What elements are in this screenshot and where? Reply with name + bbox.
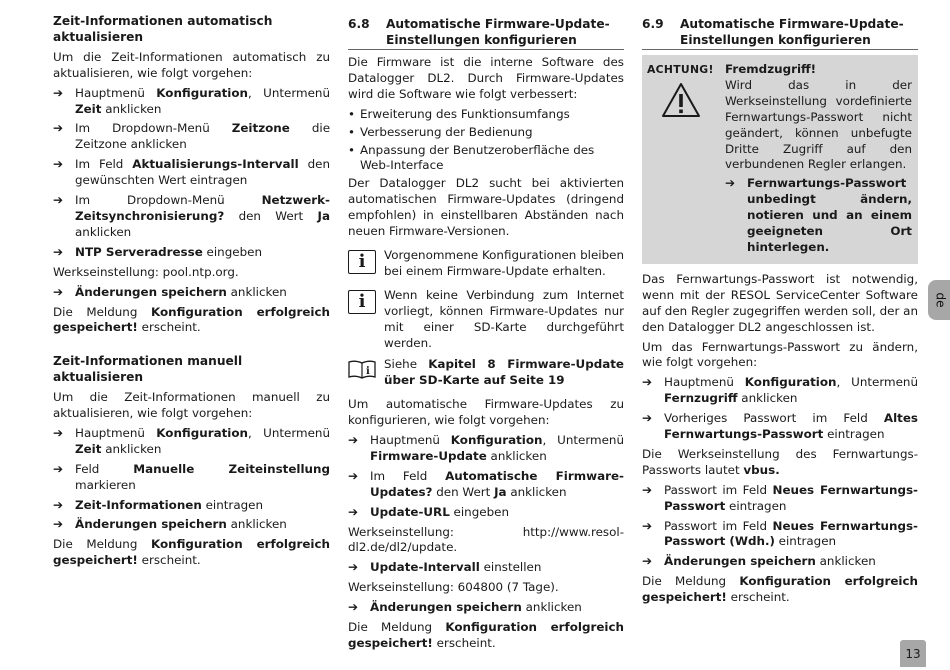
default-value: Die Werkseinstellung des Fernwartungs-Passworts lautet vbus. — [642, 446, 918, 477]
step: ➔ Hauptmenü Konfiguration, Untermenü Fernzugriff anklicken — [642, 375, 918, 406]
arrow-icon: ➔ — [53, 497, 64, 512]
arrow-icon: ➔ — [642, 554, 653, 569]
arrow-icon: ➔ — [53, 517, 64, 532]
default-value: Werkseinstellung: pool.ntp.org. — [53, 264, 239, 279]
confirmation-message: Die Meldung Konfiguration erfolgreich gespeichert! erscheint. — [53, 537, 330, 568]
step: ➔ Im Feld Automatische Firmware-Updates? den Wert Ja anklicken — [348, 468, 624, 499]
default-value: Werkseinstellung: 604800 (7 Tage). — [348, 580, 559, 595]
paragraph: Um das Fernwartungs-Passwort zu ändern, wie folgt vorgehen: — [642, 339, 918, 370]
confirmation-message: Die Meldung Konfiguration erfolgreich gespeichert! erscheint. — [53, 304, 330, 335]
step: ➔ Vorheriges Passwort im Feld Altes Fernwartungs-Passwort eintragen — [642, 411, 918, 442]
step: ➔ Im Feld Aktualisierungs-Intervall den gewünschten Wert eintragen — [53, 157, 330, 188]
column-left — [53, 14, 330, 573]
step: ➔ Änderungen speichern anklicken — [642, 554, 876, 569]
arrow-icon: ➔ — [348, 468, 359, 483]
arrow-icon: ➔ — [348, 560, 359, 575]
svg-text:i: i — [366, 366, 370, 378]
arrow-icon: ➔ — [725, 176, 736, 191]
paragraph: Um automatische Firmware-Updates zu konfigurieren, wie folgt vorgehen: — [348, 397, 624, 428]
arrow-icon: ➔ — [53, 425, 64, 440]
section-title: 6.8 Automatische Firmware-Update-Einstellungen konfigurieren — [348, 14, 624, 50]
step: ➔ Fernwartungs-Passwort unbedingt ändern, notieren und an einem geeigneten Ort hinterlegen. — [725, 176, 912, 254]
arrow-icon: ➔ — [348, 600, 359, 615]
column-middle — [348, 14, 624, 656]
arrow-icon: ➔ — [348, 504, 359, 519]
warning-text: Wird das in der Werkseinstellung vordefinierte Fernwartungs-Passwort nicht geändert, können unbefugte Dritte Zugriff auf den verbundenen Regler erlangen. — [725, 77, 912, 172]
paragraph: Um die Zeit-Informationen automatisch zu aktualisieren, wie folgt vorgehen: — [53, 49, 330, 80]
step: ➔ Passwort im Feld Neues Fernwartungs-Passwort (Wdh.) eintragen — [642, 518, 918, 549]
paragraph: Der Datalogger DL2 sucht bei aktivierten automatischen Firmware-Updates (dringend empfohlen) in einstellbaren Abständen nach neuen Firmware-Versionen. — [348, 176, 624, 239]
step: ➔ Update-Intervall einstellen — [348, 560, 542, 575]
step: ➔ Im Dropdown-Menü Netzwerk-Zeitsynchronisierung? den Wert Ja anklicken — [53, 193, 330, 239]
paragraph: Um die Zeit-Informationen manuell zu aktualisieren, wie folgt vorgehen: — [53, 390, 330, 421]
info-icon: i — [348, 290, 376, 314]
section-title: 6.9 Automatische Firmware-Update-Einstellungen konfigurieren — [642, 14, 918, 50]
step: ➔ Update-URL eingeben — [348, 504, 509, 519]
list-item: • Erweiterung des Funktionsumfangs — [348, 107, 624, 123]
step: ➔ Feld Manuelle Zeiteinstellung markieren — [53, 461, 330, 492]
confirmation-message: Die Meldung Konfiguration erfolgreich gespeichert! erscheint. — [348, 620, 624, 650]
book-icon — [348, 359, 376, 379]
arrow-icon: ➔ — [53, 244, 64, 259]
step: ➔ Zeit-Informationen eintragen — [53, 497, 263, 512]
list-item: • Verbesserung der Bedienung — [348, 125, 624, 141]
step: ➔ Im Dropdown-Menü Zeitzone die Zeitzone anklicken — [53, 121, 331, 152]
arrow-icon: ➔ — [642, 518, 653, 533]
language-tab: de — [928, 280, 950, 320]
step: ➔ Passwort im Feld Neues Fernwartungs-Passwort eintragen — [642, 482, 918, 513]
arrow-icon: ➔ — [642, 375, 653, 390]
step: ➔ Änderungen speichern anklicken — [53, 517, 287, 532]
section-heading: Zeit-Informationen automatisch aktualisieren — [53, 14, 273, 44]
step: ➔ Änderungen speichern anklicken — [348, 600, 582, 615]
confirmation-message: Die Meldung Konfiguration erfolgreich gespeichert! erscheint. — [642, 574, 918, 605]
section-heading: Zeit-Informationen manuell aktualisieren — [53, 354, 243, 385]
arrow-icon: ➔ — [53, 193, 64, 208]
reference-note: i Siehe Kapitel 8 Firmware-Update über SD-Karte auf Seite 19 — [348, 357, 624, 389]
warning-label: ACHTUNG! — [647, 63, 714, 76]
warning-triangle-icon — [661, 82, 701, 118]
arrow-icon: ➔ — [53, 461, 64, 476]
warning-box — [642, 55, 918, 264]
step: ➔ Änderungen speichern anklicken — [53, 284, 287, 299]
step: ➔ Hauptmenü Konfiguration, Untermenü Zeit anklicken — [53, 85, 330, 116]
arrow-icon: ➔ — [53, 157, 64, 172]
column-right — [642, 14, 918, 610]
arrow-icon: ➔ — [53, 85, 64, 100]
arrow-icon: ➔ — [642, 411, 653, 426]
info-note: i Wenn keine Verbindung zum Internet vorliegt, können Firmware-Updates nur mit einer SD-Karte durchgeführt werden. — [348, 288, 624, 352]
info-note: i Vorgenommene Konfigurationen bleiben bei einem Firmware-Update erhalten. — [348, 248, 624, 280]
arrow-icon: ➔ — [348, 433, 359, 448]
arrow-icon: ➔ — [53, 121, 64, 136]
list-item: • Anpassung der Benutzeroberfläche des Web-Interface — [348, 143, 624, 175]
info-icon: i — [348, 250, 376, 274]
step: ➔ Hauptmenü Konfiguration, Untermenü Zeit anklicken — [53, 425, 330, 456]
bullet-list — [348, 107, 624, 175]
arrow-icon: ➔ — [53, 284, 64, 299]
default-value: Werkseinstellung: http://www.resol-dl2.de/dl2/update. — [348, 524, 624, 555]
arrow-icon: ➔ — [642, 482, 653, 497]
step: ➔ Hauptmenü Konfiguration, Untermenü Firmware-Update anklicken — [348, 433, 624, 463]
warning-title: Fremdzugriff! — [725, 62, 817, 76]
paragraph: Das Fernwartungs-Passwort ist notwendig, wenn mit der RESOL ServiceCenter Software auf den Regler zugegriffen werden soll, der an den Datalogger DL2 angeschlossen ist. — [642, 271, 918, 334]
step: ➔ NTP Serveradresse eingeben — [53, 244, 262, 259]
paragraph: Die Firmware ist die interne Software des Datalogger DL2. Durch Firmware-Updates wird die Software wie folgt verbessert: — [348, 55, 624, 101]
page-number: 13 — [900, 640, 926, 667]
